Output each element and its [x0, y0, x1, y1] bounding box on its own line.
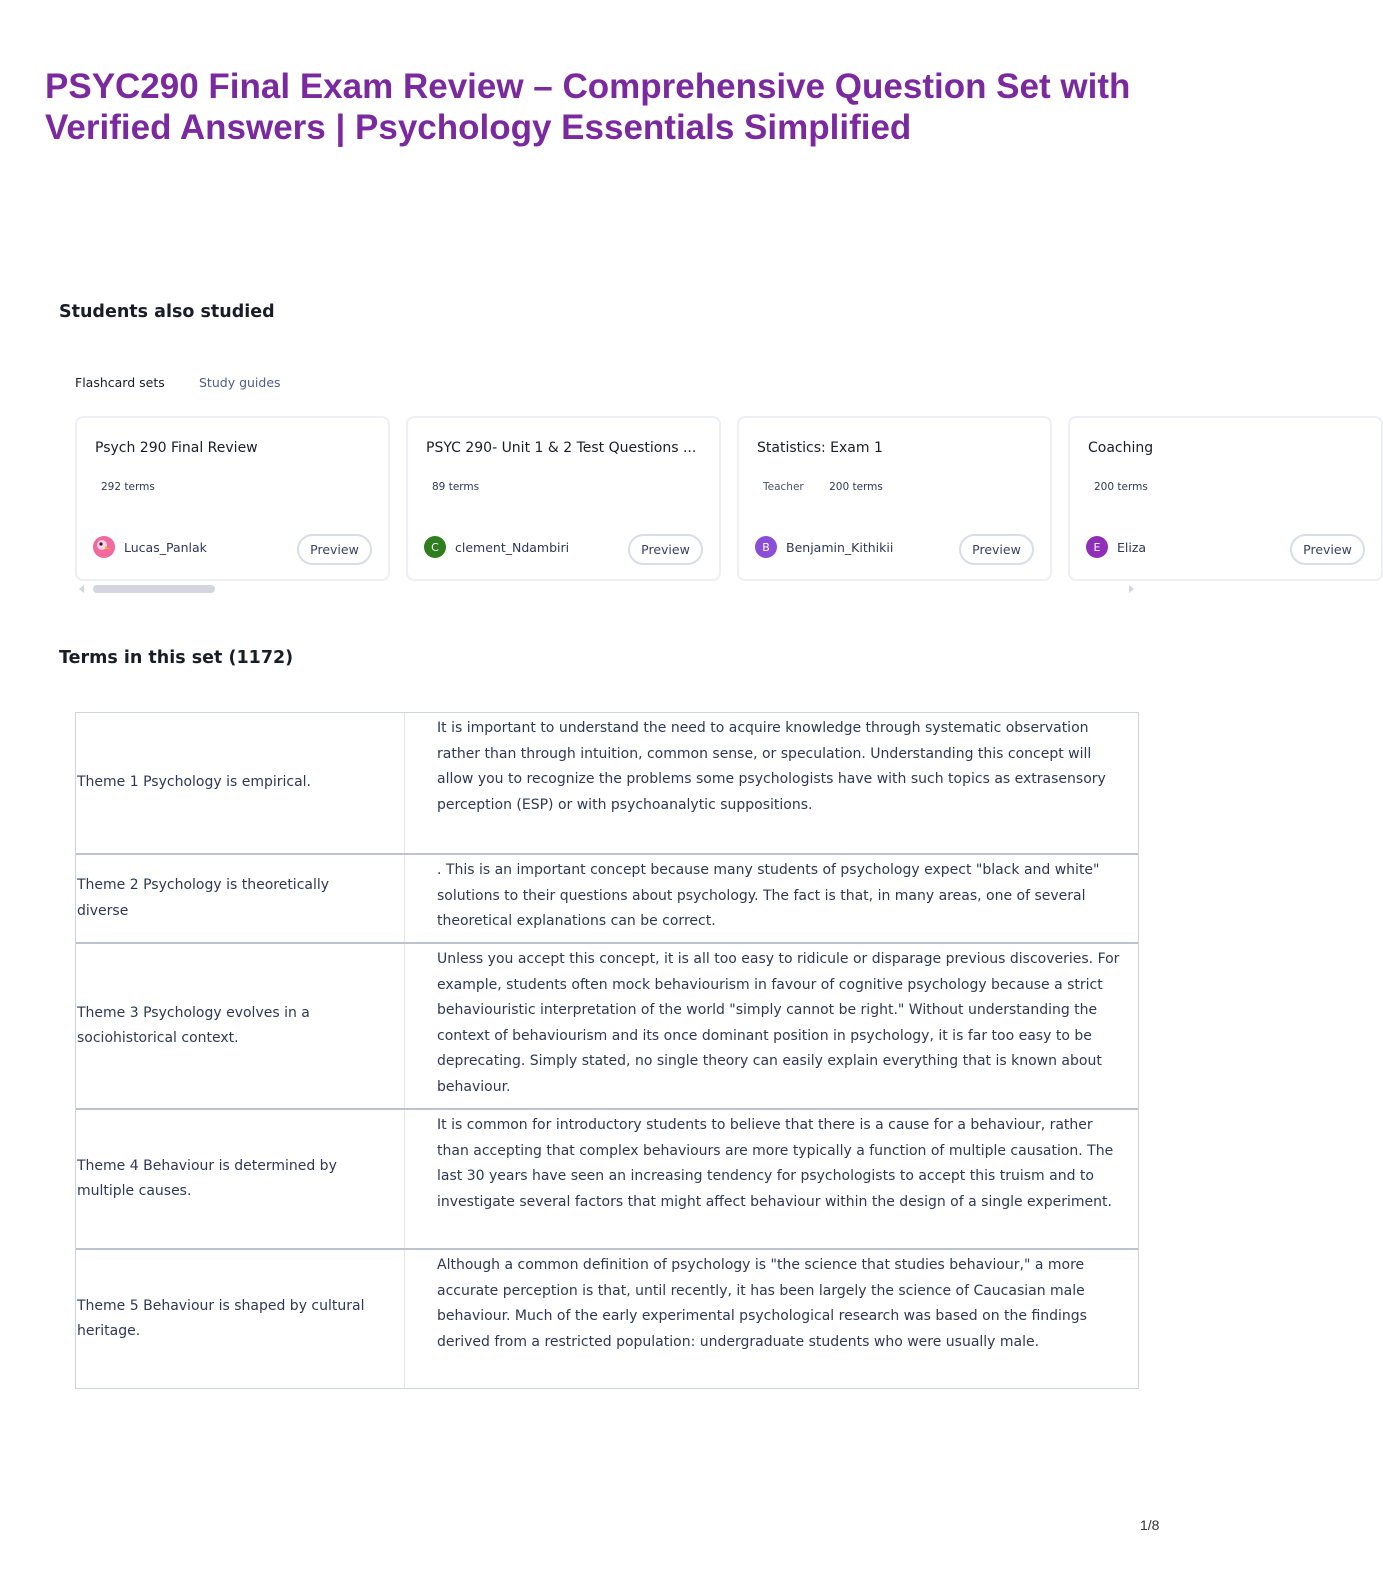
terms-in-set-heading: Terms in this set (1172)	[59, 648, 294, 668]
avatar: C	[424, 536, 446, 558]
term-text: Theme 3 Psychology evolves in a sociohistorical context.	[77, 1004, 310, 1046]
scrollbar-thumb[interactable]	[93, 585, 215, 593]
study-set-card[interactable]	[406, 416, 721, 581]
card-meta	[763, 481, 883, 493]
definition-cell: It is important to understand the need to acquire knowledge through systematic observation rather than through intuition, common sense, or speculation. Understanding this concept will allow you to recognize the problems some psychologists have with such topics as extrasensory perception (ESP) or with psychoanalytic suppositions.	[437, 720, 1106, 813]
tab-study-guides[interactable]: Study guides	[199, 375, 281, 390]
term-count: 200 terms	[829, 481, 883, 493]
document-title: PSYC290 Final Exam Review – Comprehensive Question Set with Verified Answers | Psychology Essentials Simplified	[45, 67, 1131, 147]
avatar: B	[755, 536, 777, 558]
preview-button[interactable]: Preview	[1290, 534, 1365, 565]
term-cell	[76, 713, 405, 853]
card-meta	[1094, 481, 1148, 493]
avatar	[93, 536, 115, 558]
preview-button[interactable]: Preview	[297, 534, 372, 565]
term-count: 89 terms	[432, 481, 480, 493]
term-text: Theme 4 Behaviour is determined by multiple causes.	[77, 1157, 337, 1199]
card-author[interactable]	[93, 536, 207, 558]
avatar: E	[1086, 536, 1108, 558]
term-text: Theme 1 Psychology is empirical.	[77, 774, 312, 791]
terms-table	[75, 712, 1139, 1389]
author-name: Eliza	[1117, 539, 1147, 555]
page-number: 1/8	[1140, 1517, 1160, 1533]
scroll-right-arrow-icon[interactable]	[1129, 585, 1134, 593]
table-row	[76, 942, 1138, 1108]
table-row	[76, 713, 1138, 853]
card-title[interactable]: Psych 290 Final Review	[95, 440, 258, 456]
study-set-card[interactable]	[1068, 416, 1383, 581]
scroll-left-arrow-icon[interactable]	[79, 585, 84, 593]
preview-button[interactable]: Preview	[959, 534, 1034, 565]
card-title[interactable]: PSYC 290- Unit 1 & 2 Test Questions ...	[426, 440, 697, 456]
study-set-card[interactable]	[75, 416, 390, 581]
preview-button[interactable]: Preview	[628, 534, 703, 565]
definition-cell: . This is an important concept because many students of psychology expect "black and white" solutions to their questions about psychology. The fact is that, in many areas, one of several theoretical explanations can be correct.	[437, 862, 1100, 929]
term-text: Theme 5 Behaviour is shaped by cultural heritage.	[77, 1297, 365, 1339]
definition-cell: Although a common definition of psychology is "the science that studies behaviour," a more accurate perception is that, until recently, it has been largely the science of Caucasian male behaviour. Much of the early experimental psychological research was based on the findings derived from a restricted population: undergraduate students who were usually male.	[437, 1257, 1087, 1350]
table-row	[76, 853, 1138, 942]
definition-cell: Unless you accept this concept, it is all too easy to ridicule or disparage previous discoveries. For example, students often mock behaviourism in favour of cognitive psychology because a strict behaviouristic interpretation of the world "simply cannot be right." Without understanding the context of behaviourism and its once dominant position in psychology, it is far too easy to be deprecating. Simply stated, no single theory can easily explain everything that is known about behaviour.	[437, 951, 1120, 1095]
term-cell	[76, 944, 405, 1108]
card-author[interactable]	[424, 536, 569, 558]
card-meta	[101, 481, 155, 493]
table-row	[76, 1108, 1138, 1248]
students-also-studied-heading: Students also studied	[59, 302, 275, 322]
table-row	[76, 1248, 1138, 1388]
term-count: 292 terms	[101, 481, 155, 493]
study-set-card[interactable]	[737, 416, 1052, 581]
card-author[interactable]	[1086, 536, 1146, 558]
carousel-scrollbar[interactable]	[75, 584, 1139, 594]
flamingo-avatar-icon	[93, 536, 115, 558]
teacher-badge: Teacher	[763, 481, 804, 493]
term-count: 200 terms	[1094, 481, 1148, 493]
card-meta	[432, 481, 479, 493]
term-cell	[76, 855, 405, 942]
card-author[interactable]	[755, 536, 893, 558]
definition-cell: It is common for introductory students to believe that there is a cause for a behaviour, rather than accepting that complex behaviours are more typically a function of multiple causation. The last 30 years have seen an increasing tendency for psychologists to accept this truism and to investigate several factors that might affect behaviour within the design of a single experiment.	[437, 1117, 1114, 1210]
card-title[interactable]: Coaching	[1088, 440, 1154, 456]
term-cell	[76, 1110, 405, 1248]
author-name: Benjamin_Kithikii	[786, 539, 894, 555]
card-title[interactable]: Statistics: Exam 1	[757, 440, 883, 456]
tab-flashcard-sets[interactable]: Flashcard sets	[75, 375, 165, 390]
term-cell	[76, 1250, 405, 1388]
term-text: Theme 2 Psychology is theoretically diverse	[77, 877, 330, 919]
study-set-carousel	[75, 416, 1352, 582]
author-name: Lucas_Panlak	[124, 539, 207, 555]
author-name: clement_Ndambiri	[455, 539, 570, 555]
